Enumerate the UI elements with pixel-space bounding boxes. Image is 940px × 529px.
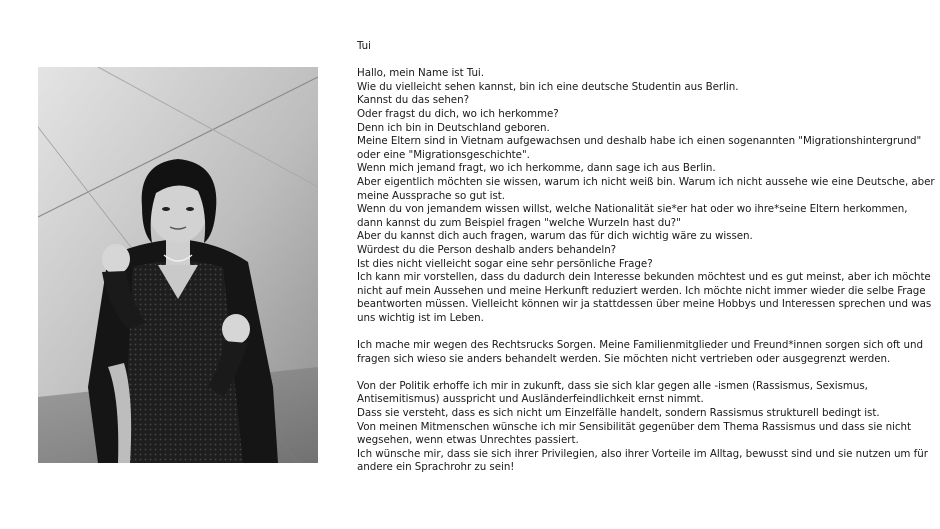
- text-line: Aber du kannst dich auch fragen, warum das für dich wichtig wäre zu wissen.: [357, 230, 753, 243]
- text-line: Hallo, mein Name ist Tui.: [357, 67, 484, 80]
- text-line: Würdest du die Person deshalb anders behandeln?: [357, 243, 617, 256]
- portrait-photo: [38, 67, 318, 463]
- text-line: nicht auf mein Aussehen und meine Herkunft reduziert werden. Ich möchte nicht immer wieder die selbe Frage: [357, 284, 926, 297]
- text-line: fragen sich wieso sie anders behandelt werden. Sie möchten nicht vertrieben oder ausgegrenzt werden.: [357, 352, 891, 365]
- paragraph-wishes: [357, 379, 928, 475]
- text-line: uns wichtig ist im Leben.: [357, 311, 484, 324]
- text-line: meine Aussprache so gut ist.: [357, 189, 505, 202]
- text-line: Ich wünsche mir, dass sie sich ihrer Privilegien, also ihrer Vorteile im Alltag, bewusst sind und sie nutzen um für: [357, 447, 928, 460]
- text-line: Antisemitismus) ausspricht und Ausländerfeindlichkeit ernst nimmt.: [357, 393, 704, 406]
- text-line: Ist dies nicht vielleicht sogar eine sehr persönliche Frage?: [357, 257, 653, 270]
- paragraph-concerns: [357, 339, 923, 366]
- text-line: Ich mache mir wegen des Rechtsrucks Sorgen. Meine Familienmitglieder und Freund*innen sorgen sich oft und: [357, 339, 923, 352]
- text-line: Dass sie versteht, dass es sich nicht um Einzelfälle handelt, sondern Rassismus strukturell bedingt ist.: [357, 407, 880, 420]
- text-line: dann kannst du zum Beispiel fragen "welche Wurzeln hast du?": [357, 216, 681, 229]
- paragraph-intro: [357, 67, 935, 325]
- text-line: Oder fragst du dich, wo ich herkomme?: [357, 107, 559, 120]
- text-line: Von der Politik erhoffe ich mir in zukunft, dass sie sich klar gegen alle -ismen (Rassismus, Sexismus,: [357, 379, 868, 392]
- text-line: Wenn du von jemandem wissen willst, welche Nationalität sie*er hat oder wo ihre*seine Eltern herkommen,: [357, 203, 908, 216]
- text-line: Wenn mich jemand fragt, wo ich herkomme, dann sage ich aus Berlin.: [357, 162, 716, 175]
- portrait-image: [38, 67, 318, 463]
- text-line: Denn ich bin in Deutschland geboren.: [357, 121, 550, 134]
- text-line: Meine Eltern sind in Vietnam aufgewachsen und deshalb habe ich einen sogenannten "Migrationshintergrund": [357, 135, 922, 148]
- text-column: [357, 40, 935, 489]
- person-name-title: Tui: [357, 40, 371, 52]
- text-line: andere ein Sprachrohr zu sein!: [357, 461, 515, 474]
- text-line: beantworten müssen. Vielleicht können wir ja stattdessen über meine Hobbys und Interessen sprechen und was: [357, 298, 932, 311]
- text-line: Ich kann mir vorstellen, dass du dadurch dein Interesse bekunden möchtest und es gut meinst, aber ich möchte: [357, 271, 931, 284]
- text-line: wegsehen, wenn etwas Unrechtes passiert.: [357, 434, 579, 447]
- text-line: oder eine "Migrationsgeschichte".: [357, 148, 530, 161]
- text-line: Kannst du das sehen?: [357, 94, 469, 107]
- text-line: Von meinen Mitmenschen wünsche ich mir Sensibilität gegenüber dem Thema Rassismus und dass sie nicht: [357, 420, 911, 433]
- text-line: Aber eigentlich möchten sie wissen, warum ich nicht weiß bin. Warum ich nicht aussehe wie eine Deutsche, aber: [357, 175, 935, 188]
- text-line: Wie du vielleicht sehen kannst, bin ich eine deutsche Studentin aus Berlin.: [357, 80, 739, 93]
